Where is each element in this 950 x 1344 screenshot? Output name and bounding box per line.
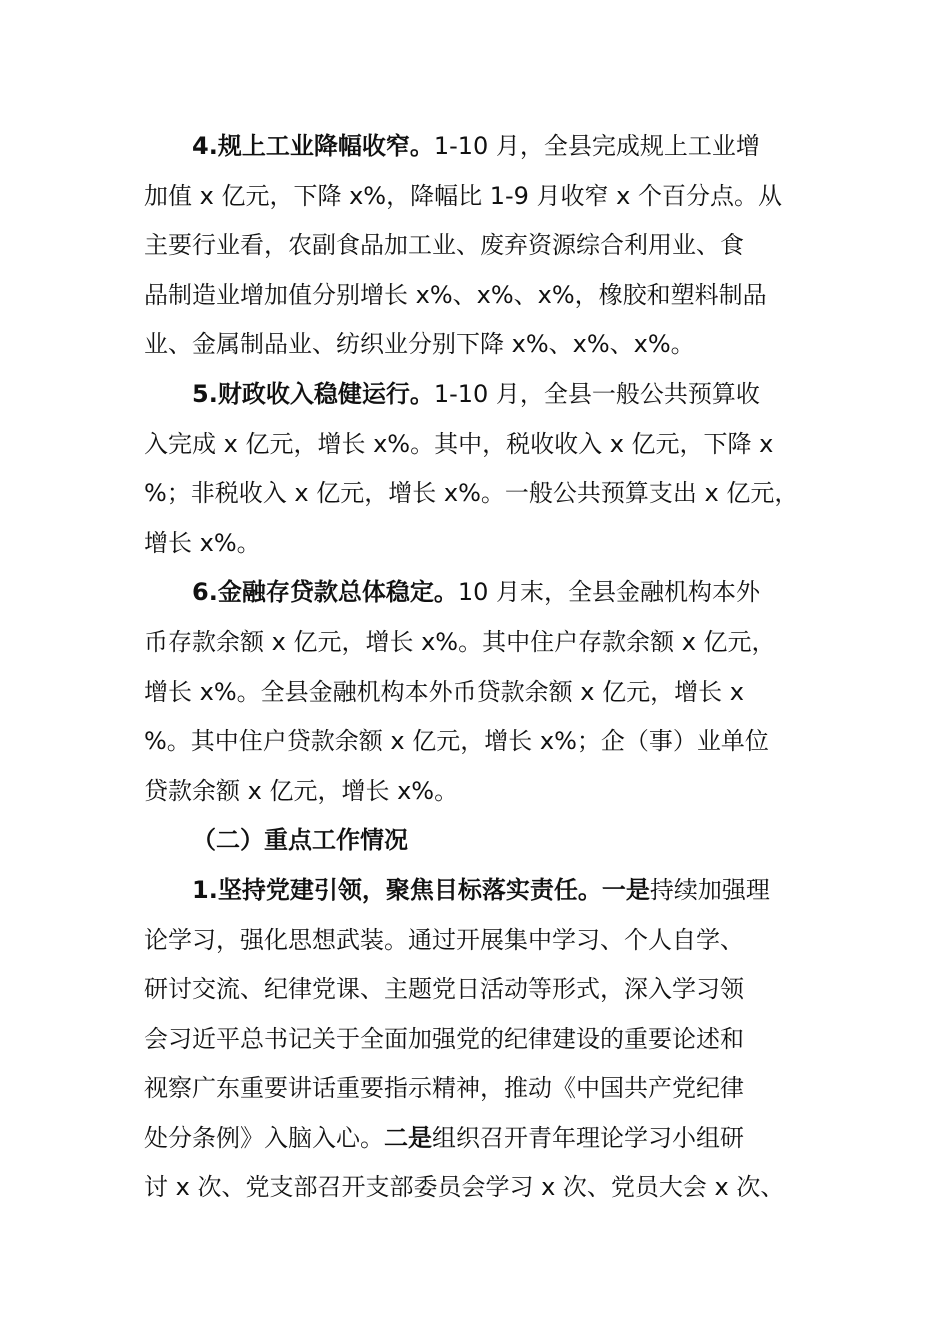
paragraph-5-heading: 5.财政收入稳健运行。: [192, 379, 434, 408]
section-2-paragraph-1-line-3: 研讨交流、纪律党课、主题党日活动等形式，深入学习领: [144, 975, 744, 1004]
section-2-paragraph-1-line-7: 讨 x 次、党支部召开支部委员会学习 x 次、党员大会 x 次、: [144, 1173, 785, 1202]
section-2-paragraph-1-line-1: [144, 866, 814, 916]
section-2-paragraph-1-line-6-text-b: 组织召开青年理论学习小组研: [432, 1123, 744, 1152]
section-2-paragraph-1-line-6-text-a: 处分条例》入脑入心。: [144, 1123, 384, 1152]
paragraph-4-line-1: [144, 122, 814, 172]
paragraph-5-line-2: 入完成 x 亿元，增长 x%。其中，税收收入 x 亿元，下降 x: [144, 429, 774, 458]
section-2-paragraph-1-line-5: 视察广东重要讲话重要指示精神，推动《中国共产党纪律: [144, 1074, 744, 1103]
paragraph-4-line-4: 品制造业增加值分别增长 x%、x%、x%，橡胶和塑料制品: [144, 280, 767, 309]
paragraph-6-line-1-text: 10 月末，全县金融机构本外: [457, 578, 760, 607]
point-one-marker: 一是: [601, 875, 650, 904]
paragraph-5-line-4: 增长 x%。: [144, 528, 261, 557]
document-body: [144, 122, 814, 1213]
paragraph-4-heading: 4.规上工业降幅收窄。: [192, 132, 434, 160]
section-2-paragraph-1-heading: 1.坚持党建引领，聚焦目标落实责任。: [192, 875, 602, 904]
paragraph-6-line-3: 增长 x%。全县金融机构本外币贷款余额 x 亿元，增长 x: [144, 677, 744, 706]
paragraph-4-line-2: 加值 x 亿元，下降 x%，降幅比 1-9 月收窄 x 个百分点。从: [144, 181, 783, 210]
paragraph-5-line-1: [144, 370, 814, 420]
point-two-marker: 二是: [384, 1123, 432, 1152]
paragraph-6-line-5: 贷款余额 x 亿元，增长 x%。: [144, 776, 459, 805]
section-2-paragraph-1-line-1-text: 持续加强理: [649, 875, 770, 904]
paragraph-4-line-5: 业、金属制品业、纺织业分别下降 x%、x%、x%。: [144, 330, 695, 359]
section-2-paragraph-1-line-2: 论学习，强化思想武装。通过开展集中学习、个人自学、: [144, 925, 744, 954]
paragraph-5-line-1-text: 1-10 月，全县一般公共预算收: [433, 379, 760, 408]
paragraph-6-line-1: [144, 568, 814, 618]
paragraph-6-line-2: 币存款余额 x 亿元，增长 x%。其中住户存款余额 x 亿元，: [144, 627, 776, 656]
section-2-title: （二）重点工作情况: [192, 826, 408, 855]
paragraph-4-line-1-text: 1-10 月，全县完成规上工业增: [433, 132, 760, 160]
paragraph-5-line-3: %；非税收入 x 亿元，增长 x%。一般公共预算支出 x 亿元，: [144, 479, 799, 508]
section-2-paragraph-1-line-4: 会习近平总书记关于全面加强党的纪律建设的重要论述和: [144, 1024, 744, 1053]
paragraph-6-line-4: %。其中住户贷款余额 x 亿元，增长 x%；企（事）业单位: [144, 727, 769, 756]
paragraph-6-heading: 6.金融存贷款总体稳定。: [192, 578, 458, 607]
section-2-paragraph-1-line-6: [144, 1114, 814, 1164]
paragraph-4-line-3: 主要行业看，农副食品加工业、废弃资源综合利用业、食: [144, 231, 744, 260]
